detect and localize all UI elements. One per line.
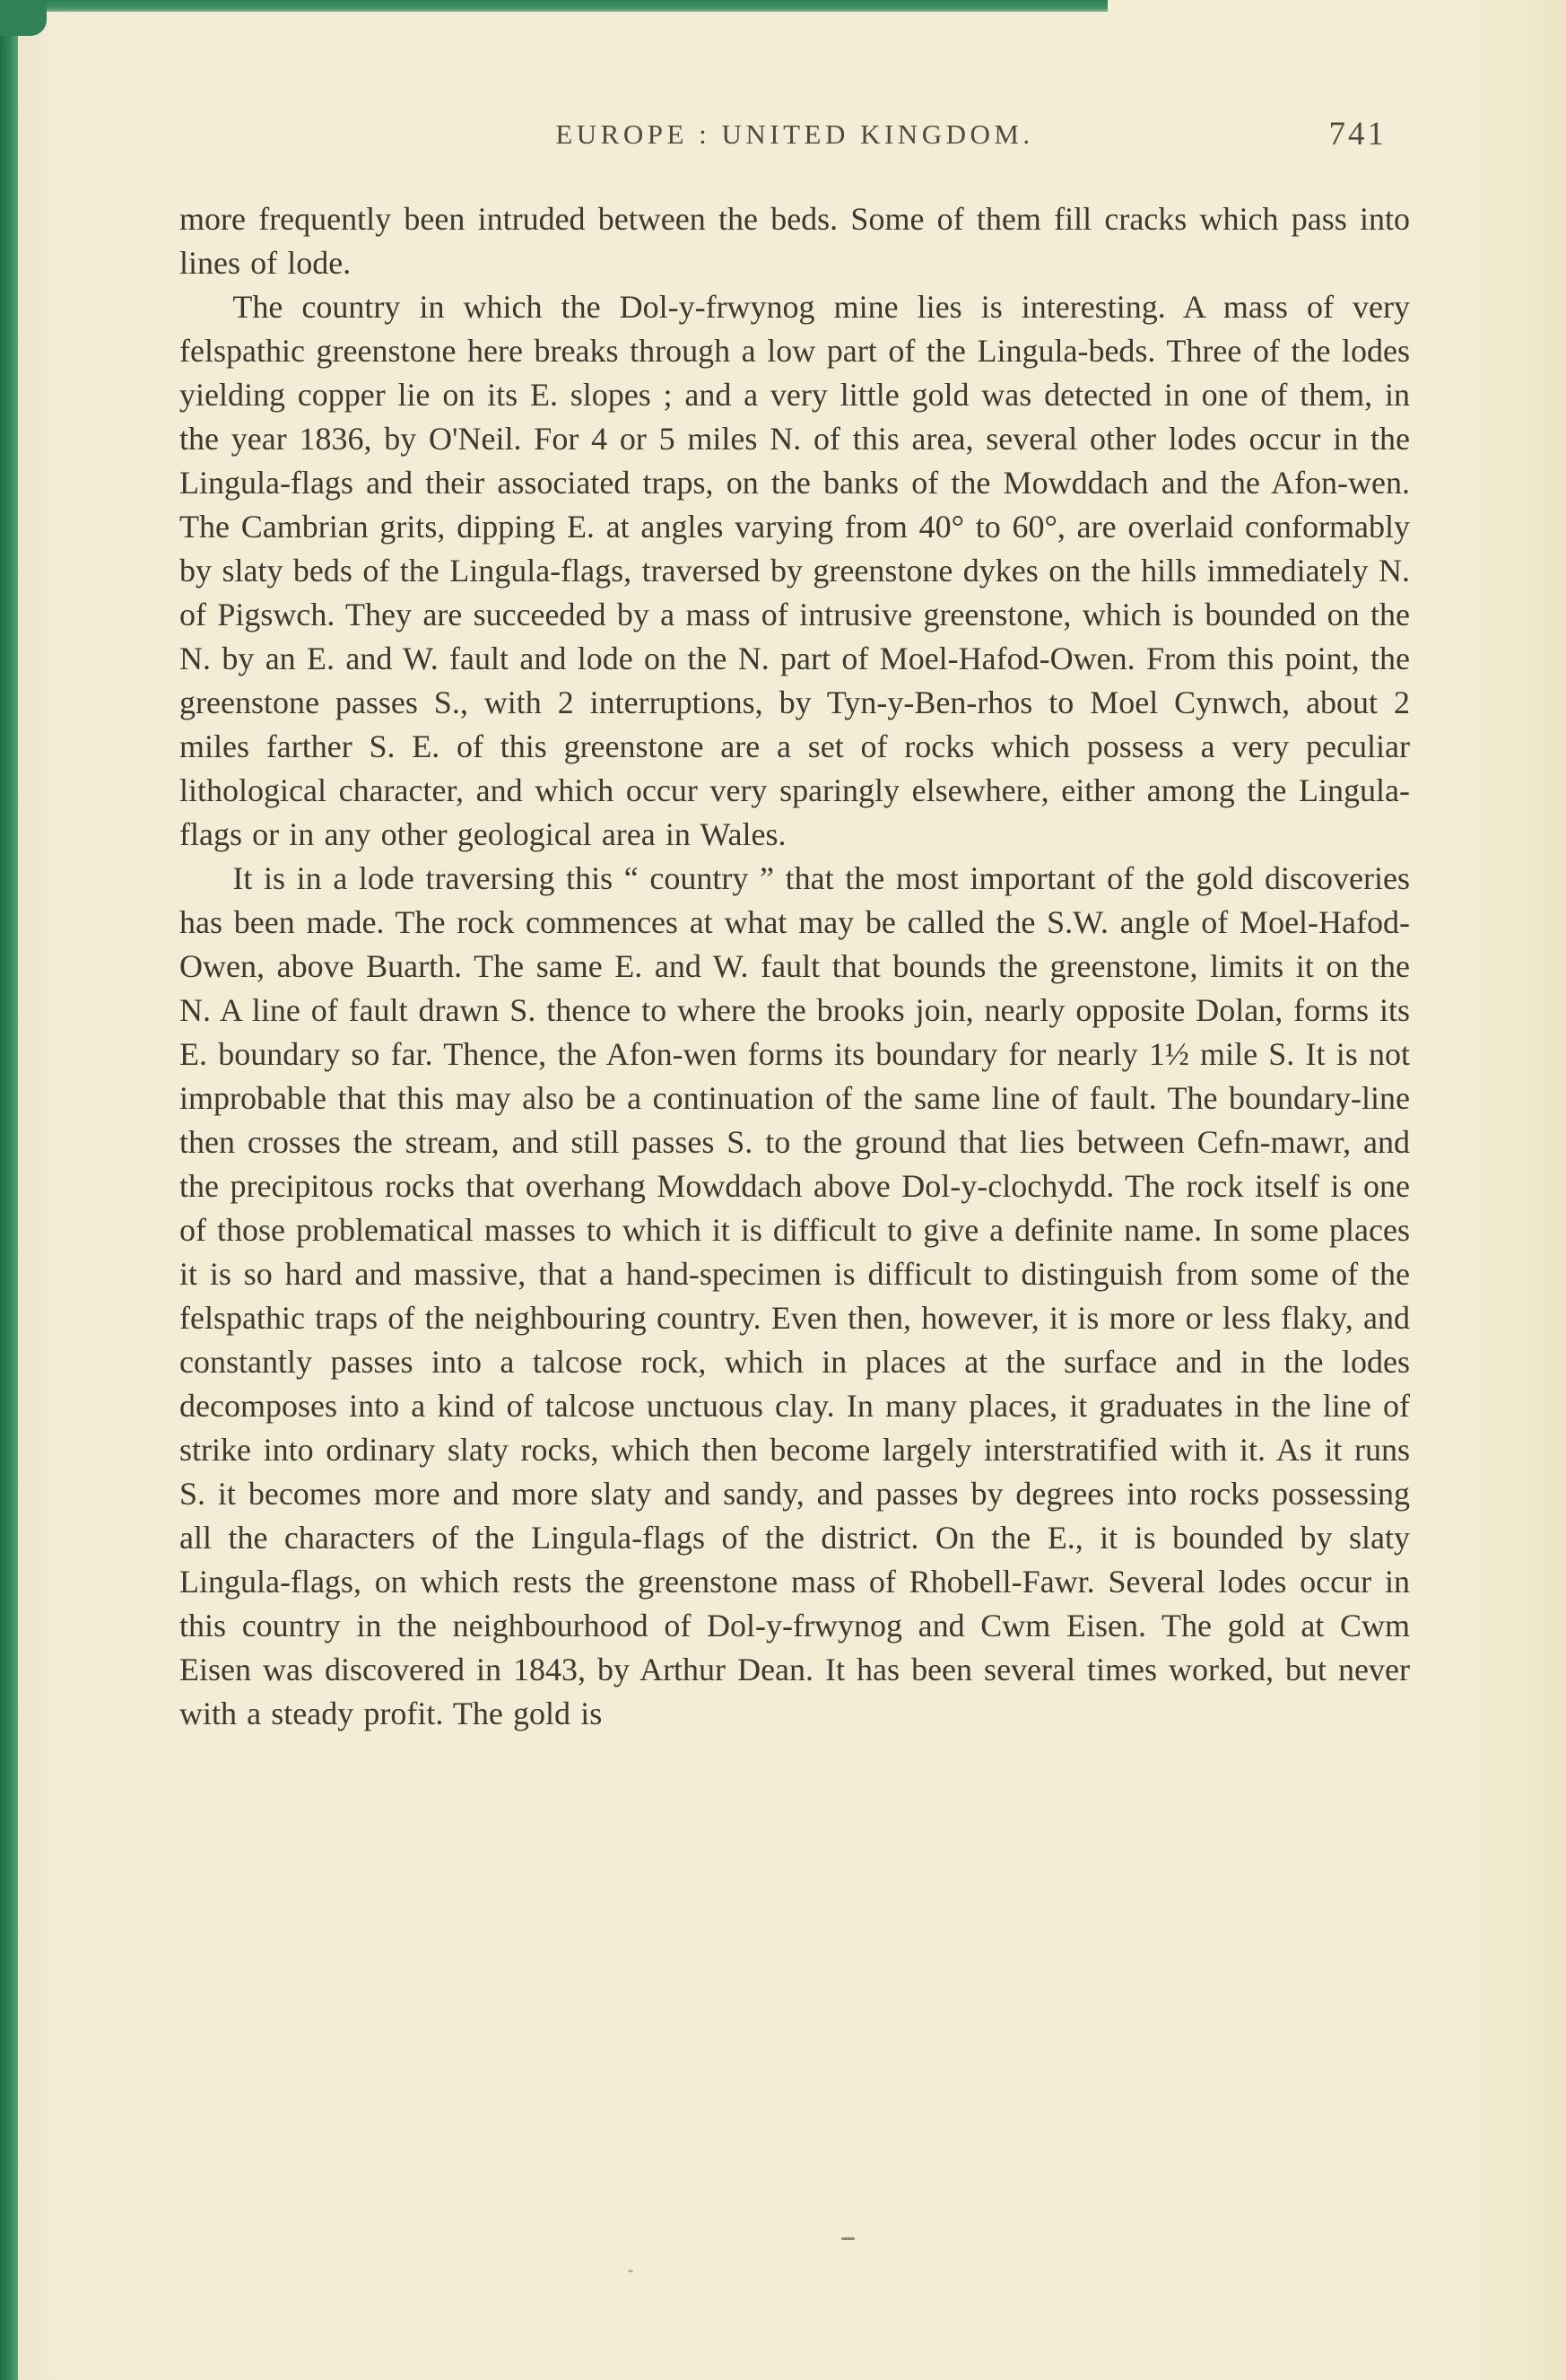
scan-artifact-dot bbox=[628, 2270, 633, 2272]
paragraph: The country in which the Dol-y-frwynog mine lies is interesting. A mass of very felspathic greenstone here breaks through a low part of the Lingula-beds. Three of the lodes yielding copper lie on its E. slopes ; and a very little gold was detected in one of them, in the year 1836, by O'Neil. For 4 or 5 miles N. of this area, several other lodes occur in the Lingula-flags and their associated traps, on the banks of the Mowddach and the Afon-wen. The Cambrian grits, dipping E. at angles varying from 40° to 60°, are overlaid conformably by slaty beds of the Lingula-flags, traversed by greenstone dykes on the hills immediately N. of Pigswch. They are succeeded by a mass of intrusive greenstone, which is bounded on the N. by an E. and W. fault and lode on the N. part of Moel-Hafod-Owen. From this point, the greenstone passes S., with 2 interruptions, by Tyn-y-Ben-rhos to Moel Cynwch, about 2 miles farther S. E. of this greenstone are a set of rocks which possess a very peculiar lithological character, and which occur very sparingly elsewhere, either among the Lingula-flags or in any other geological area in Wales. bbox=[179, 289, 1410, 852]
running-header bbox=[179, 118, 1410, 160]
running-header-title: EUROPE : UNITED KINGDOM. bbox=[555, 118, 1034, 150]
page-content-column bbox=[179, 0, 1410, 1736]
paragraph: It is in a lode traversing this “ country ” that the most important of the gold discoveries has been made. The rock commences at what may be called the S.W. angle of Moel-Hafod-Owen, above Buarth. The same E. and W. fault that bounds the greenstone, limits it on the N. A line of fault drawn S. thence to where the brooks join, nearly opposite Dolan, forms its E. boundary so far. Thence, the Afon-wen forms its boundary for nearly 1½ mile S. It is not improbable that this may also be a continuation of the same line of fault. The boundary-line then crosses the stream, and still passes S. to the ground that lies between Cefn-mawr, and the precipitous rocks that overhang Mowddach above Dol-y-clochydd. The rock itself is one of those problematical masses to which it is difficult to give a definite name. In some places it is so hard and massive, that a hand-specimen is difficult to distinguish from some of the felspathic traps of the neighbouring country. Even then, however, it is more or less flaky, and constantly passes into a talcose rock, which in places at the surface and in the lodes decomposes into a kind of talcose unctuous clay. In many places, it graduates in the line of strike into ordinary slaty rocks, which then become largely interstratified with it. As it runs S. it becomes more and more slaty and sandy, and passes by degrees into rocks possessing all the characters of the Lingula-flags of the district. On the E., it is bounded by slaty Lingula-flags, on which rests the greenstone mass of Rhobell-Fawr. Several lodes occur in this country in the neighbourhood of Dol-y-frwynog and Cwm Eisen. The gold at Cwm Eisen was discovered in 1843, by Arthur Dean. It has been several times worked, but never with a steady profit. The gold is bbox=[179, 860, 1410, 1731]
page-body bbox=[179, 197, 1410, 1736]
book-edge-left bbox=[0, 0, 18, 2380]
page-number: 741 bbox=[1328, 116, 1387, 153]
paragraph-continuation: more frequently been intruded between the beds. Some of them fill cracks which pass into lines of lode. bbox=[179, 201, 1410, 281]
scan-artifact-dash bbox=[841, 2237, 855, 2240]
book-edge-corner bbox=[0, 0, 47, 36]
